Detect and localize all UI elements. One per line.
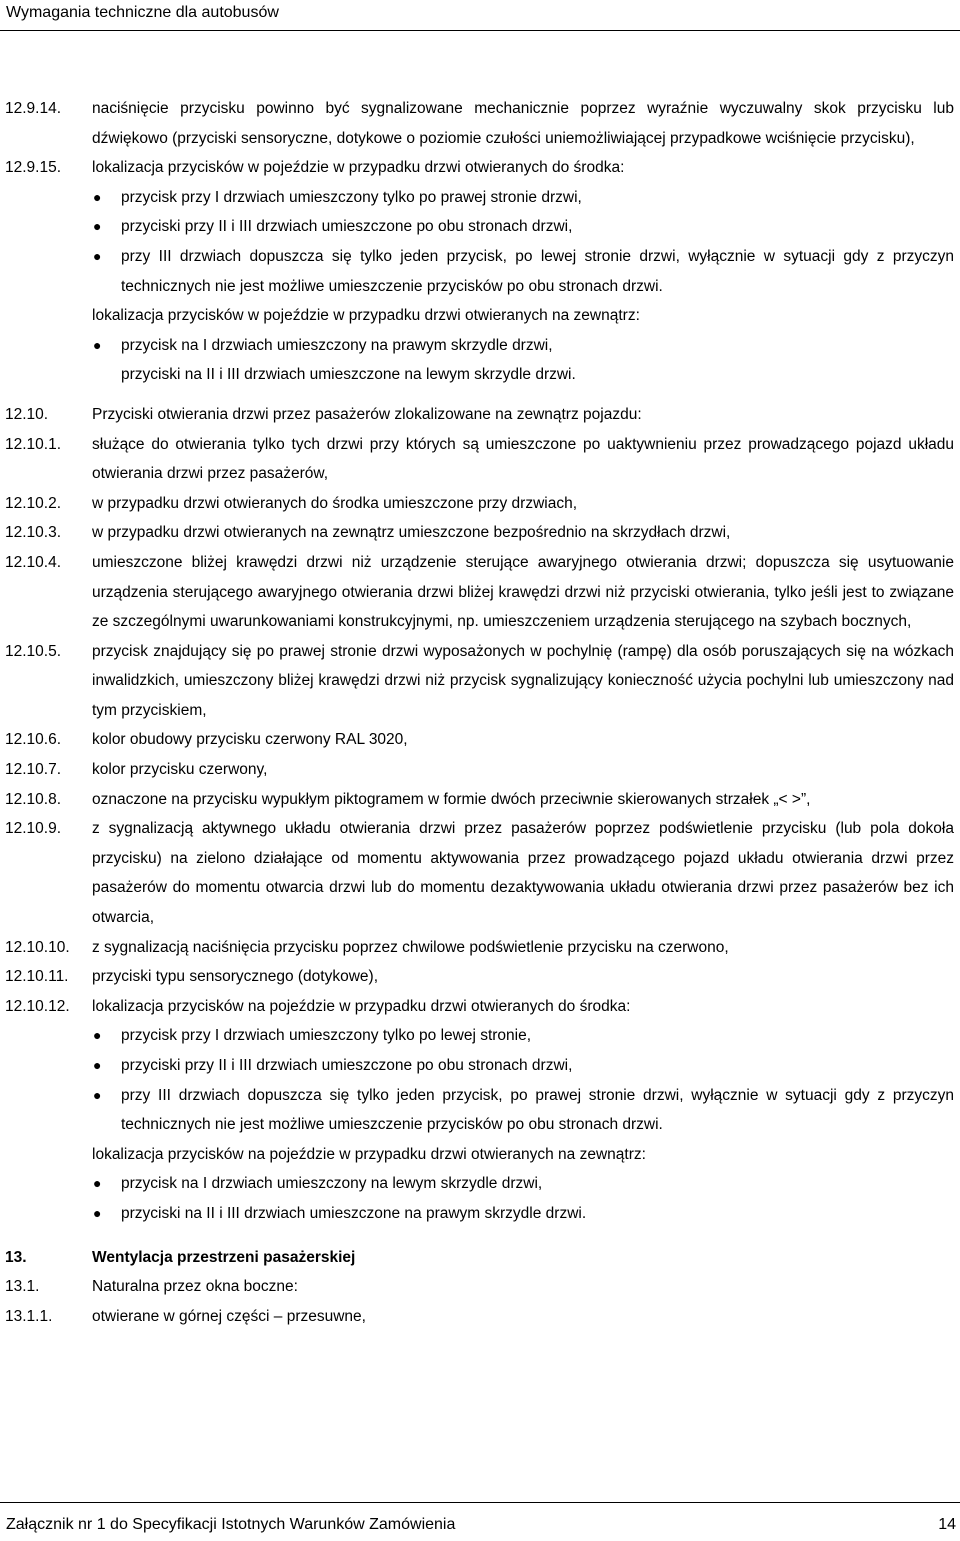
clause-text: lokalizacja przycisków na pojeździe w przypadku drzwi otwieranych do środka:	[92, 997, 631, 1015]
section-title: Wentylacja przestrzeni pasażerskiej	[92, 1248, 356, 1266]
page-footer	[6, 1512, 956, 1538]
clause-number: 12.10.5.	[5, 642, 62, 660]
bullet-icon: ●	[93, 1027, 102, 1044]
page-number: 14	[938, 1516, 956, 1533]
list-item: ● przy III drzwiach dopuszcza się tylko jeden przycisk, po lewej stronie drzwi, wyłącznie w sytuacji gdy z przyczyn technicznych nie jest możliwe umieszczenie przycisków po obu stronach drzwi.	[121, 242, 954, 301]
clause-12-10-7	[0, 755, 960, 785]
clause-12-10-10	[0, 933, 960, 963]
header-divider	[0, 30, 960, 31]
list-item: ● przycisk przy I drzwiach umieszczony tylko po lewej stronie,	[121, 1021, 954, 1051]
clause-number: 12.10.7.	[5, 761, 62, 779]
clause-text: umieszczone bliżej krawędzi drzwi niż urządzenie sterujące awaryjnego otwierania drzwi; dopuszcza się usytuowanie urządzenia sterującego awaryjnego otwierania drzwi bliżej krawędzi drzwi niż przyciski otwierania, tylko jeśli jest to związane ze szczególnymi uwarunkowaniami konstrukcyjnymi, np. umieszczeniem urządzenia sterującego na szybach bocznych,	[92, 553, 954, 631]
clause-text: przycisk znajdujący się po prawej stronie drzwi wyposażonych w pochylnię (rampę) dla osób poruszających się na wózkach inwalidzkich, umieszczony bliżej krawędzi drzwi niż przycisk sygnalizujący konieczność użycia pochylni lub umieszczony nad tym przyciskiem,	[92, 642, 954, 719]
clause-number: 12.10.9.	[5, 820, 62, 838]
list-item: ● przyciski na II i III drzwiach umieszczone na prawym skrzydle drzwi.	[121, 1199, 954, 1229]
bullet-list	[0, 331, 960, 361]
bullet-icon: ●	[93, 247, 102, 264]
bullet-list	[0, 1169, 960, 1228]
clause-number: 12.9.14.	[5, 100, 62, 117]
clause-text: w przypadku drzwi otwieranych do środka umieszczone przy drzwiach,	[92, 494, 578, 512]
clause-12-10-1	[0, 430, 960, 489]
clause-text: Przyciski otwierania drzwi przez pasażerów zlokalizowane na zewnątrz pojazdu:	[92, 405, 642, 423]
clause-text: z sygnalizacją aktywnego układu otwierania drzwi przez pasażerów poprzez podświetlenie przycisku (lub pola dokoła przycisku) na zielono działające od momentu aktywowania przez prowadzącego pojazd układu otwierania drzwi przez pasażerów do momentu otwarcia drzwi lub do momentu dezaktywowania układu otwierania drzwi przez pasażerów bez ich otwarcia,	[92, 820, 954, 927]
clause-12-9-15	[0, 153, 960, 183]
clause-12-10-2	[0, 489, 960, 519]
bullet-icon: ●	[93, 1204, 102, 1221]
clause-number: 12.10.6.	[5, 731, 62, 749]
clause-text: otwierane w górnej części – przesuwne,	[92, 1307, 366, 1325]
clause-number: 12.10.3.	[5, 524, 62, 542]
clause-subtext: lokalizacja przycisków w pojeździe w przypadku drzwi otwieranych na zewnątrz:	[92, 307, 640, 325]
clause-13-1	[0, 1272, 960, 1302]
clause-12-10-5	[0, 637, 960, 726]
clause-number: 12.9.15.	[5, 159, 62, 177]
page-header: Wymagania techniczne dla autobusów	[6, 4, 279, 21]
clause-text: lokalizacja przycisków w pojeździe w przypadku drzwi otwieranych do środka:	[92, 159, 625, 177]
section-13-heading	[0, 1243, 960, 1273]
document-body	[0, 94, 960, 1331]
list-item: ● przyciski przy II i III drzwiach umieszczone po obu stronach drzwi,	[121, 1051, 954, 1081]
section-number: 13.	[5, 1248, 27, 1266]
clause-12-10	[0, 400, 960, 430]
clause-text: kolor obudowy przycisku czerwony RAL 3020,	[92, 731, 408, 749]
bullet-list	[0, 1021, 960, 1139]
footer-text: Załącznik nr 1 do Specyfikacji Istotnych Warunków Zamówienia	[6, 1516, 456, 1533]
bullet-icon: ●	[93, 1175, 102, 1192]
list-item: ● przycisk na I drzwiach umieszczony na prawym skrzydle drzwi,	[121, 331, 954, 361]
clause-number: 13.1.1.	[5, 1307, 53, 1325]
clause-number: 12.10.8.	[5, 790, 62, 808]
clause-text: Naturalna przez okna boczne:	[92, 1278, 298, 1296]
clause-number: 12.10.4.	[5, 553, 62, 571]
bullet-icon: ●	[93, 1086, 102, 1103]
bullet-icon: ●	[93, 188, 102, 205]
clause-12-10-8	[0, 785, 960, 815]
bullet-icon: ●	[93, 218, 102, 235]
clause-text: służące do otwierania tylko tych drzwi przy których są umieszczone po uaktywnieniu przez prowadzącego pojazd układu otwierania drzwi przez pasażerów,	[92, 435, 954, 483]
clause-text: z sygnalizacją naciśnięcia przycisku poprzez chwilowe podświetlenie przycisku na czerwono,	[92, 938, 729, 956]
clause-12-10-6	[0, 725, 960, 755]
clause-number: 12.10.	[5, 405, 49, 423]
clause-subtext: lokalizacja przycisków na pojeździe w przypadku drzwi otwieranych na zewnątrz:	[92, 1145, 646, 1163]
list-item: ● przyciski przy II i III drzwiach umieszczone po obu stronach drzwi,	[121, 212, 954, 242]
clause-number: 12.10.2.	[5, 494, 62, 512]
list-item: ● przy III drzwiach dopuszcza się tylko jeden przycisk, po prawej stronie drzwi, wyłącznie w sytuacji gdy z przyczyn technicznych nie jest możliwe umieszczenie przycisków po obu stronach drzwi.	[121, 1081, 954, 1140]
clause-subtext: przyciski na II i III drzwiach umieszczone na lewym skrzydle drzwi.	[121, 366, 576, 384]
clause-12-10-11	[0, 962, 960, 992]
clause-number: 13.1.	[5, 1278, 40, 1296]
clause-text: naciśnięcie przycisku powinno być sygnalizowane mechanicznie poprzez wyraźnie wyczuwalny skok przycisku lub dźwiękowo (przyciski sensoryczne, dotykowe o poziomie czułości uniemożliwiającej przypadkowe wciśnięcie przycisku),	[92, 100, 954, 147]
bullet-icon: ●	[93, 1057, 102, 1073]
clause-text: przyciski typu sensorycznego (dotykowe),	[92, 968, 379, 986]
clause-12-10-12	[0, 992, 960, 1022]
clause-number: 12.10.10.	[5, 938, 70, 956]
bullet-list	[0, 183, 960, 301]
clause-number: 12.10.1.	[5, 435, 62, 453]
clause-13-1-1	[0, 1302, 960, 1332]
clause-12-9-14	[0, 94, 960, 153]
clause-12-10-4	[0, 548, 960, 637]
list-item: ● przycisk przy I drzwiach umieszczony tylko po prawej stronie drzwi,	[121, 183, 954, 213]
clause-text: w przypadku drzwi otwieranych na zewnątrz umieszczone bezpośrednio na skrzydłach drzwi,	[92, 524, 731, 542]
bullet-icon: ●	[93, 336, 102, 353]
clause-number: 12.10.11.	[5, 968, 69, 986]
clause-12-10-3	[0, 518, 960, 548]
clause-text: oznaczone na przycisku wypukłym piktogramem w formie dwóch przeciwnie skierowanych strzałek „< >”,	[92, 790, 811, 808]
clause-number: 12.10.12.	[5, 997, 70, 1015]
clause-12-10-9	[0, 814, 960, 932]
clause-text: kolor przycisku czerwony,	[92, 761, 268, 779]
list-item: ● przycisk na I drzwiach umieszczony na lewym skrzydle drzwi,	[121, 1169, 954, 1199]
footer-divider	[0, 1502, 960, 1503]
